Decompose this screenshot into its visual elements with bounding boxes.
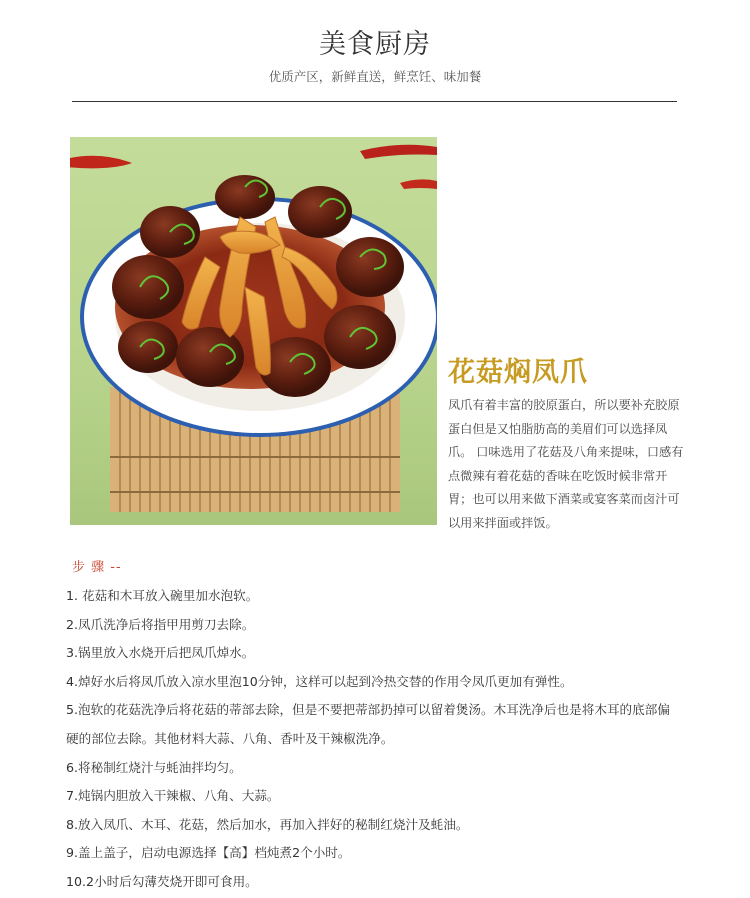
dish-title: 花菇焖凤爪	[448, 357, 588, 388]
dish-photo	[70, 137, 437, 525]
step-item: 2.凤爪洗净后将指甲用剪刀去除。	[66, 616, 255, 632]
step-item: 8.放入凤爪、木耳、花菇，然后加水，再加入拌好的秘制红烧汁及蚝油。	[66, 816, 469, 832]
step-item: 3.锅里放入水烧开后把凤爪焯水。	[66, 645, 255, 661]
step-item: 9.盖上盖子，启动电源选择【高】档炖煮2个小时。	[66, 845, 351, 861]
step-item: 4.焯好水后将凤爪放入凉水里泡10分钟，这样可以起到冷热交替的作用令凤爪更加有弹性。	[66, 673, 573, 689]
steps-list	[66, 582, 682, 897]
page-title: 美食厨房	[319, 29, 431, 60]
page-subtitle: 优质产区，新鲜直送，鲜烹饪、味加餐	[268, 69, 482, 84]
dish-description: 凤爪有着丰富的胶原蛋白，所以要补充胶原蛋白但是又怕脂肪高的美眉们可以选择凤爪。 口味选用了花菇及八角来提味，口感有点微辣有着花菇的香味在吃饭时候非常开胃；也可以用来做下酒菜或宴客菜而卤汁可以用来拌面或拌饭。	[448, 398, 684, 530]
header-divider	[72, 101, 677, 102]
step-item: 5.泡软的花菇洗净后将花菇的蒂部去除，但是不要把蒂部扔掉可以留着煲汤。木耳洗净后也是将木耳的底部偏硬的部位去除。其他材料大蒜、八角、香叶及干辣椒洗净。	[66, 702, 670, 746]
steps-heading: 步 骤 --	[72, 560, 122, 575]
step-item: 1. 花菇和木耳放入碗里加水泡软。	[66, 588, 259, 603]
step-item: 6.将秘制红烧汁与蚝油拌均匀。	[66, 759, 242, 775]
step-item: 7.炖锅内胆放入干辣椒、八角、大蒜。	[66, 788, 280, 804]
step-item: 10.2小时后勾薄芡烧开即可食用。	[66, 873, 258, 889]
